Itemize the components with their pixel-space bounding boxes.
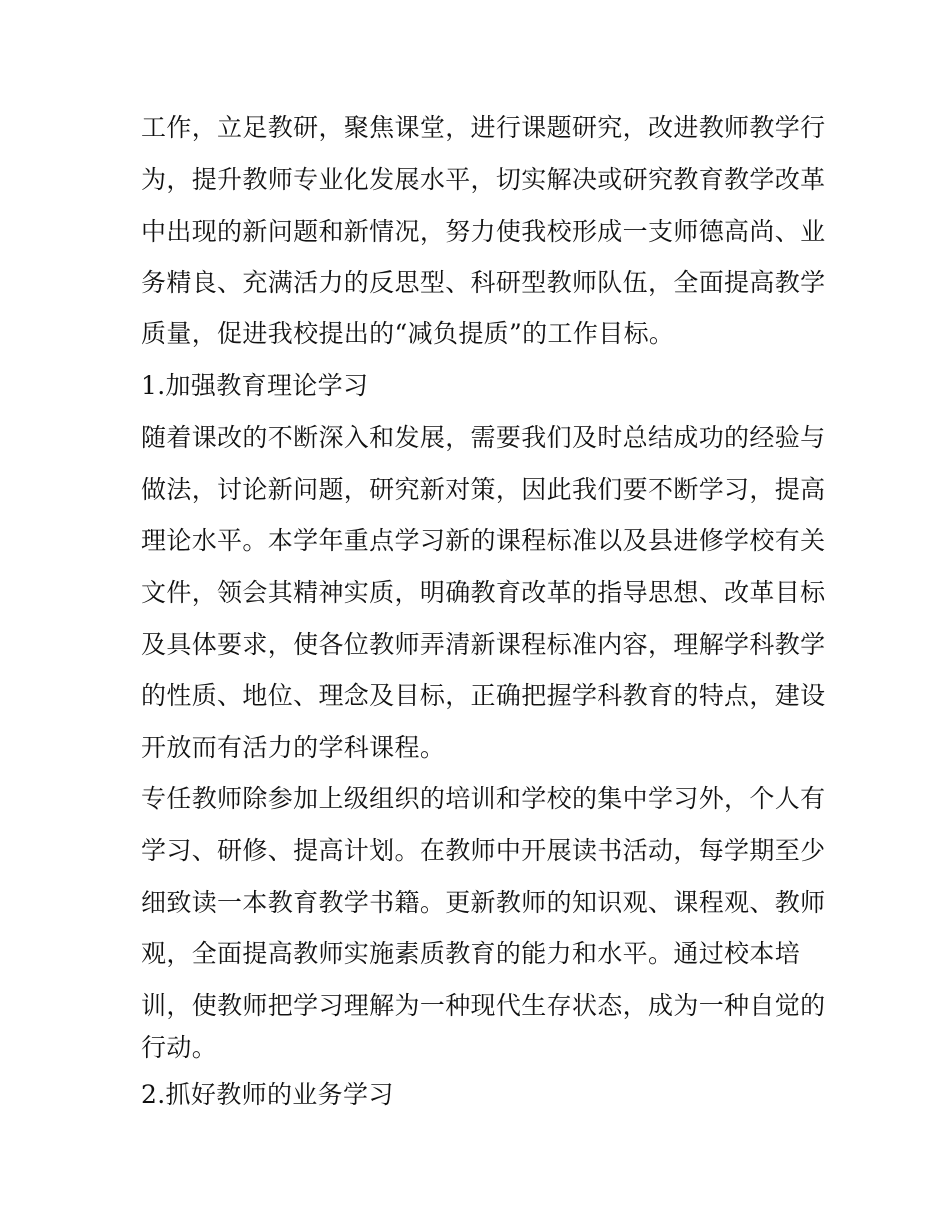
paragraph-line: 随着课改的不断深入和发展，需要我们及时总结成功的经验与 xyxy=(141,423,826,452)
paragraph-line: 学习、研修、提高计划。在教师中开展读书活动，每学期至少 xyxy=(141,836,826,865)
paragraph-line: 训，使教师把学习理解为一种现代生存状态，成为一种自觉的 xyxy=(141,991,826,1020)
paragraph-line: 细致读一本教育教学书籍。更新教师的知识观、课程观、教师 xyxy=(141,888,826,917)
section-heading-2: 2.抓好教师的业务学习 xyxy=(141,1080,394,1109)
paragraph-line: 做法，讨论新问题，研究新对策，因此我们要不断学习，提高 xyxy=(141,475,826,504)
paragraph-line: 中出现的新问题和新情况，努力使我校形成一支师德高尚、业 xyxy=(141,217,826,246)
paragraph-line: 专任教师除参加上级组织的培训和学校的集中学习外，个人有 xyxy=(141,784,826,813)
paragraph-line: 文件，领会其精神实质，明确教育改革的指导思想、改革目标 xyxy=(141,578,826,607)
paragraph-line: 务精良、充满活力的反思型、科研型教师队伍，全面提高教学 xyxy=(141,268,826,297)
paragraph-line: 理论水平。本学年重点学习新的课程标准以及县进修学校有关 xyxy=(141,526,826,555)
paragraph-line: 为，提升教师专业化发展水平，切实解决或研究教育教学改革 xyxy=(141,165,826,194)
paragraph-line: 行动。 xyxy=(141,1033,218,1062)
paragraph-line: 工作，立足教研，聚焦课堂，进行课题研究，改进教师教学行 xyxy=(141,113,826,142)
paragraph-line: 的性质、地位、理念及目标，正确把握学科教育的特点，建设 xyxy=(141,681,826,710)
paragraph-line: 质量，促进我校提出的“减负提质”的工作目标。 xyxy=(141,319,675,348)
paragraph-line: 开放而有活力的学科课程。 xyxy=(141,733,446,762)
paragraph-line: 观，全面提高教师实施素质教育的能力和水平。通过校本培 xyxy=(141,939,801,968)
section-heading-1: 1.加强教育理论学习 xyxy=(141,371,369,400)
paragraph-line: 及具体要求，使各位教师弄清新课程标准内容，理解学科教学 xyxy=(141,630,826,659)
